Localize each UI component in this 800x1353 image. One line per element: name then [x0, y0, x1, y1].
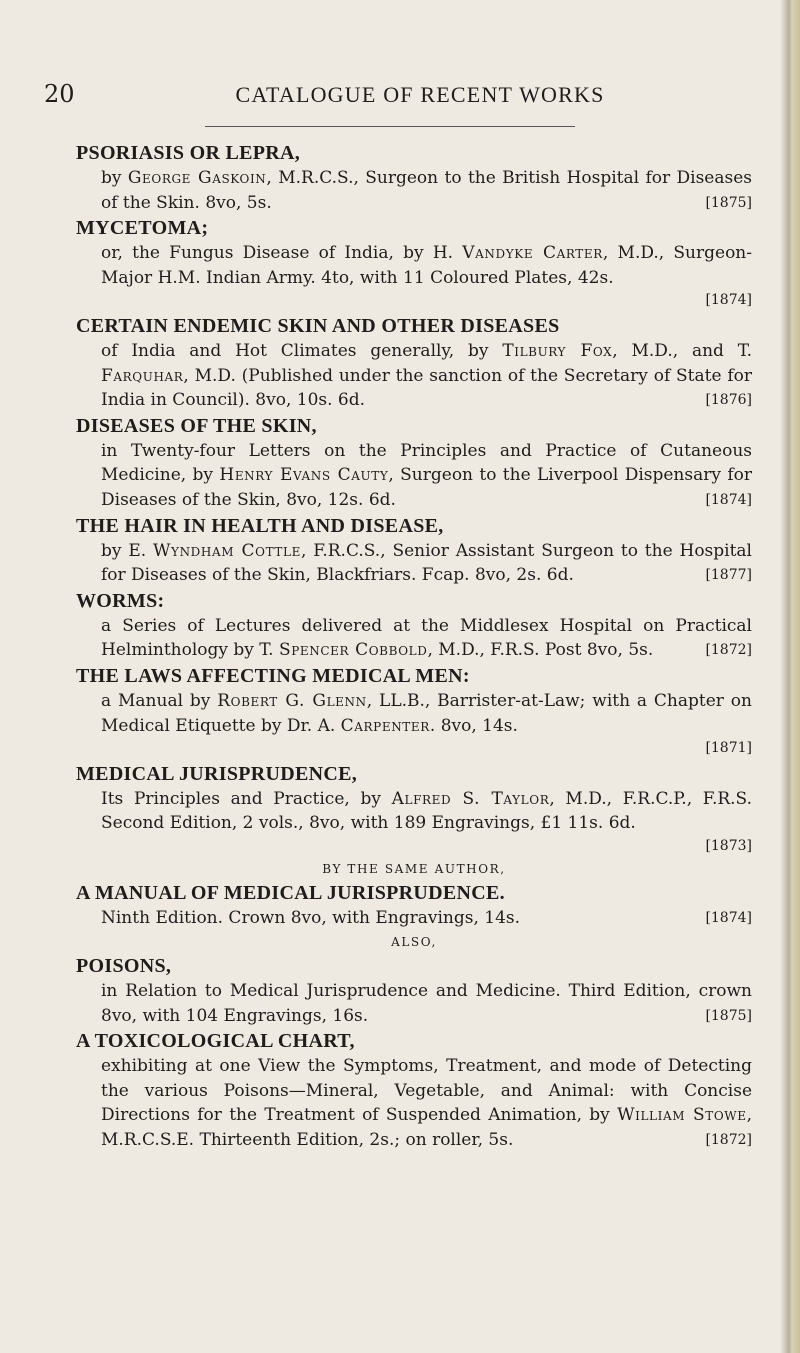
entry-description: Ninth Edition. Crown 8vo, with Engravings, 14s. [1874] — [101, 906, 752, 931]
author-name: Henry Evans Cauty — [219, 465, 389, 486]
publication-year: [1872] — [705, 642, 752, 659]
entry-title: POISONS, — [76, 955, 172, 978]
publication-year: [1874] — [705, 292, 752, 309]
publication-year: [1871] — [705, 740, 752, 757]
entry-description: in Twenty-four Letters on the Principles and Practice of Cutaneous Medicine, by Henry Evans Cauty, Surgeon to the Liverpool Dispensary for Diseases of the Skin, 8vo, 12s. 6d. [1874] — [101, 439, 752, 513]
entry-description: by George Gaskoin, M.R.C.S., Surgeon to the British Hospital for Diseases of the Skin. 8vo, 5s. [1875] — [101, 166, 752, 215]
entry-description: by E. Wyndham Cottle, F.R.C.S., Senior Assistant Surgeon to the Hospital for Diseases of the Skin, Blackfriars. Fcap. 8vo, 2s. 6d. [1877] — [101, 539, 752, 588]
catalogue-entry — [76, 513, 752, 588]
publication-year: [1876] — [705, 392, 752, 409]
entry-description: a Manual by Robert G. Glenn, LL.B., Barrister-at-Law; with a Chapter on Medical Etiquette by Dr. A. Carpenter. 8vo, 14s. [1871] — [101, 689, 752, 761]
author-name: William Stowe — [617, 1105, 747, 1126]
catalogue-entry — [76, 953, 752, 1028]
also-heading: ALSO, — [391, 935, 437, 950]
author-name: Alfred S. Taylor — [391, 788, 550, 809]
by-same-author-heading: BY THE SAME AUTHOR, — [322, 862, 506, 877]
catalogue-entry — [76, 413, 752, 513]
author-name: Wyndham Cottle — [152, 540, 301, 561]
author-name: Carpenter — [340, 715, 430, 736]
catalogue-entry — [76, 663, 752, 761]
publication-year: [1872] — [705, 1132, 752, 1149]
catalogue-entry — [76, 761, 752, 859]
entry-title: A TOXICOLOGICAL CHART, — [76, 1030, 355, 1053]
entry-title: THE LAWS AFFECTING MEDICAL MEN: — [76, 664, 470, 687]
entry-title: DISEASES OF THE SKIN, — [76, 414, 317, 437]
catalogue-entry — [76, 140, 752, 215]
header-rule — [205, 126, 575, 127]
author-name: Vandyke Carter — [462, 243, 603, 264]
entry-title: CERTAIN ENDEMIC SKIN AND OTHER DISEASES — [76, 314, 560, 337]
page-number: 20 — [44, 80, 75, 108]
entry-description: a Series of Lectures delivered at the Middlesex Hospital on Practical Helminthology by T. Spencer Cobbold, M.D., F.R.S. Post 8vo, 5s. [1872] — [101, 614, 752, 663]
entry-description: exhibiting at one View the Symptoms, Treatment, and mode of Detecting the various Poisons—Mineral, Vegetable, and Animal: with Concise Directions for the Treatment of Suspended Animation, by William Stowe, M.R.C.S.E. Thirteenth Edition, 2s.; on roller, 5s. [1872] — [101, 1054, 752, 1152]
publication-year: [1874] — [705, 910, 752, 927]
publication-year: [1877] — [705, 567, 752, 584]
entry-title: MYCETOMA; — [76, 217, 209, 240]
entry-description: of India and Hot Climates generally, by Tilbury Fox, M.D., and T. Farquhar, M.D. (Published under the sanction of the Secretary of State for India in Council). 8vo, 10s. 6d. [1876] — [101, 339, 752, 413]
catalogue-entry — [76, 313, 752, 413]
catalogue-entry — [76, 880, 752, 931]
entry-description: in Relation to Medical Jurisprudence and Medicine. Third Edition, crown 8vo, with 104 Engravings, 16s. [1875] — [101, 979, 752, 1028]
publication-year: [1874] — [705, 491, 752, 508]
author-name: George Gaskoin — [127, 168, 267, 188]
entry-title: WORMS: — [76, 589, 165, 612]
publication-year: [1875] — [705, 194, 752, 211]
author-name: Robert G. Glenn — [217, 690, 367, 711]
catalogue-entry — [76, 215, 752, 313]
entry-title: MEDICAL JURISPRUDENCE, — [76, 762, 358, 785]
page-edge — [780, 0, 800, 1353]
catalogue-entry — [76, 588, 752, 663]
author-name: Farquhar — [101, 365, 184, 386]
catalogue-entries — [76, 140, 752, 1153]
author-name: Tilbury Fox — [502, 340, 613, 361]
catalogue-entry — [76, 1028, 752, 1152]
publication-year: [1875] — [705, 1007, 752, 1024]
publication-year: [1873] — [705, 837, 752, 854]
entry-title: A MANUAL OF MEDICAL JURISPRUDENCE. — [76, 882, 505, 905]
entry-title: PSORIASIS OR LEPRA, — [76, 142, 301, 164]
entry-description: Its Principles and Practice, by Alfred S. Taylor, M.D., F.R.C.P., F.R.S. Second Edition, 2 vols., 8vo, with 189 Engravings, £1 11s. 6d. [1873] — [101, 787, 752, 859]
entry-description: or, the Fungus Disease of India, by H. Vandyke Carter, M.D., Surgeon-Major H.M. Indian Army. 4to, with 11 Coloured Plates, 42s. [1874] — [101, 241, 752, 313]
running-head: CATALOGUE OF RECENT WORKS — [235, 82, 605, 107]
author-name: Spencer Cobbold — [278, 640, 428, 661]
entry-title: THE HAIR IN HEALTH AND DISEASE, — [76, 514, 444, 537]
